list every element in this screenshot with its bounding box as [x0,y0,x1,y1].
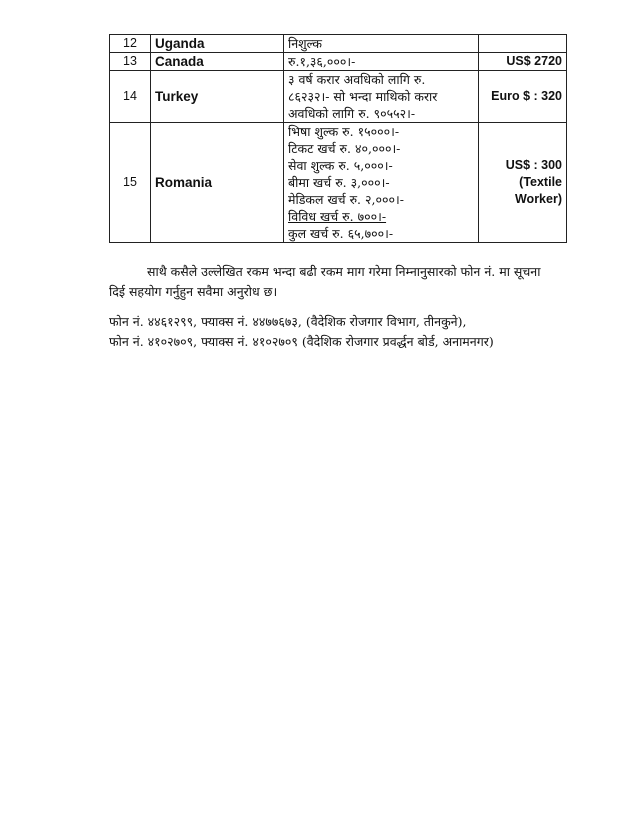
fee-line: टिकट खर्च रु. ४०,०००।- [288,141,401,156]
amount-cell [479,35,567,53]
country-name: Turkey [151,71,284,123]
amount-cell [479,123,567,243]
amount-line: Worker) [514,192,562,206]
table-row [110,35,567,53]
fee-line: बीमा खर्च रु. ३,०००।- [288,175,390,190]
table-row [110,53,567,71]
contact-line: फोन नं. ४१०२७०९, फ्याक्स नं. ४१०२७०९ (वैदेशिक रोजगार प्रवर्द्धन बोर्ड, अनामनगर) [109,334,494,349]
amount-cell [479,71,567,123]
fee-cell [284,35,479,53]
fee-cell [284,53,479,71]
fee-cell [284,71,479,123]
table-row [110,71,567,123]
fee-line: भिषा शुल्क रु. १५०००।- [288,124,400,139]
fee-line: निशुल्क [288,36,322,51]
notice-paragraph [109,262,567,302]
amount-line: (Textile [519,175,562,189]
country-name: Canada [151,53,284,71]
table-row [110,123,567,243]
row-number: 14 [110,71,151,123]
fee-line: अवधिको लागि रु. ९०५५२।- [288,106,416,121]
row-number: 15 [110,123,151,243]
notice-line: साथै कसैले उल्लेखित रकम भन्दा बढी रकम माग गरेमा निम्नानुसारको फोन नं. मा सूचना [147,264,541,279]
fee-line: ३ वर्ष करार अवधिको लागि रु. [288,72,426,87]
fee-line: विविध खर्च रु. ७००।- [288,209,387,224]
notice-line: दिई सहयोग गर्नुहुन सवैमा अनुरोध छ। [109,284,278,299]
amount-cell [479,53,567,71]
amount-line: Euro $ : 320 [491,89,562,103]
fee-line: रु.१,३६,०००।- [288,54,356,69]
amount-line: US$ : 300 [505,158,562,172]
row-number: 12 [110,35,151,53]
fee-line: मेडिकल खर्च रु. २,०००।- [288,192,404,207]
fee-cell [284,123,479,243]
contact-block [109,312,567,352]
amount-line: US$ 2720 [506,54,562,68]
fee-table [109,34,567,243]
row-number: 13 [110,53,151,71]
fee-total-line: कुल खर्च रु. ६५,७००।- [288,226,394,241]
country-name: Romania [151,123,284,243]
fee-line: ८६२३२।- सो भन्दा माथिको करार [288,89,438,104]
country-name: Uganda [151,35,284,53]
fee-line: सेवा शुल्क रु. ५,०००।- [288,158,393,173]
contact-line: फोन नं. ४४६१२९९, फ्याक्स नं. ४४७७६७३, (वैदेशिक रोजगार विभाग, तीनकुने), [109,314,467,329]
